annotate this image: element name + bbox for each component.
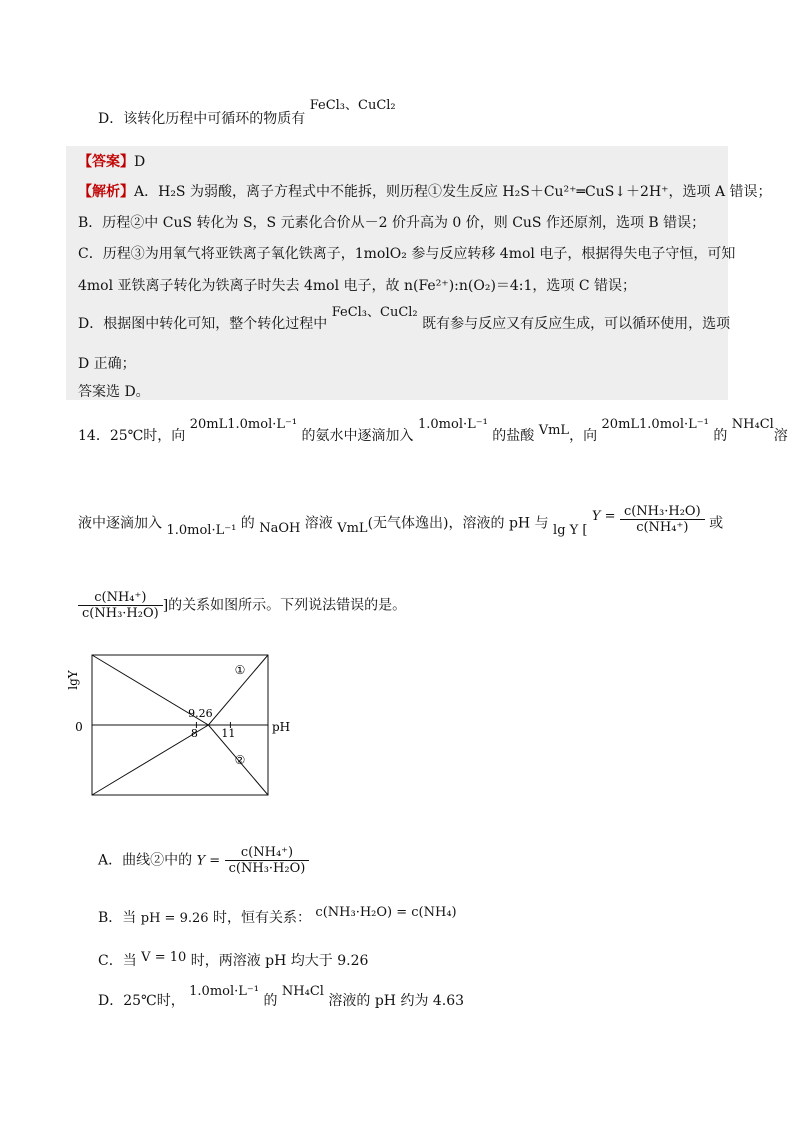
chart-y-label: lgY: [66, 670, 80, 690]
option-b: [98, 907, 457, 927]
option-b-text1: B．当: [98, 910, 137, 926]
option-a-y: Y =: [196, 853, 221, 869]
q14-naoh: NaOH: [259, 520, 301, 536]
q14-text-de2: 的: [240, 515, 255, 532]
q14-salt: NH₄Cl: [731, 417, 774, 432]
option-c-text1: C．当: [98, 953, 137, 969]
option-b-cond: pH = 9.26: [140, 911, 209, 926]
q14-stem-line-1: [78, 417, 788, 445]
option-d-text2: 的: [263, 993, 278, 1009]
option-c: [98, 950, 368, 970]
q14-fraction-1: [620, 504, 705, 535]
annotation-11: 11: [221, 727, 236, 740]
q14-text-add: 液中逐滴加入: [78, 515, 162, 532]
q14-fraction-2-den: c(NH₃·H₂O): [82, 606, 159, 621]
option-d-text3: 溶液的 pH 约为 4.63: [328, 993, 465, 1009]
analysis-line5-a: D．根据图中转化可知，整个转化过程中: [78, 316, 328, 332]
lgy-ph-chart: [60, 650, 310, 800]
q14-y-eq: Y =: [591, 508, 616, 524]
q14-text-ammonia: 的氨水中逐滴加入: [301, 428, 414, 444]
chart-origin-label: 0: [75, 720, 83, 734]
chart-x-label: pH: [272, 720, 291, 734]
q14-text-comma: ，向: [569, 428, 598, 444]
analysis-line-1: [78, 181, 772, 201]
analysis-line1-text: A．H₂S 为弱酸，离子方程式中不能拆，则历程①发生反应 H₂S＋Cu²⁺═CuS↓＋2H⁺，选项 A 错误；: [134, 184, 772, 200]
option-b-text2: 时，恒有关系：: [212, 910, 311, 926]
option-c-cond: V = 10: [141, 950, 187, 965]
analysis-tag: 【解析】: [78, 184, 134, 200]
option-a-fraction: [225, 845, 310, 876]
q14-fraction-2: [78, 590, 163, 621]
analysis-line-2: B．历程②中 CuS 转化为 S，S 元素化合价从－2 价升高为 0 价，则 CuS 作还原剂，选项 B 错误；: [78, 215, 706, 231]
q14-text-hcl: 的盐酸: [492, 428, 535, 444]
q14-volume-1: VmL: [538, 423, 570, 438]
option-a-text: A．曲线②中的: [98, 852, 193, 869]
q14-conc-3: 20mL1.0mol·L⁻¹: [601, 417, 709, 432]
annotation-crossing: 9.26: [188, 707, 213, 720]
q14-stem-line-3: [78, 590, 406, 621]
q14-text-ph-relation: (无气体逸出)，溶液的 pH 与: [367, 515, 549, 532]
series-label-1: ①: [234, 663, 246, 677]
answer-tag: 【答案】: [78, 154, 134, 170]
q13-option-d-formula: FeCl₃、CuCl₂: [309, 98, 396, 113]
answer-line: [78, 151, 145, 171]
analysis-line-6: D 正确；: [78, 356, 136, 372]
q14-lg-y: lg Y [: [553, 522, 588, 538]
q14-fraction-1-den: c(NH₄⁺): [636, 520, 689, 535]
option-a-fraction-num: c(NH₄⁺): [225, 845, 310, 861]
q14-text-rong: 溶: [773, 428, 788, 444]
q14-stem-line-2: [78, 504, 724, 539]
q14-text-de: 的: [713, 428, 728, 444]
q13-option-d-label: D．该转化历程中可循环的物质有: [98, 111, 306, 127]
q14-conc-4: 1.0mol·L⁻¹: [166, 522, 237, 538]
q14-conc-1: 20mL1.0mol·L⁻¹: [189, 417, 298, 432]
analysis-line-5: [78, 305, 731, 333]
q14-fraction-2-num: c(NH₄⁺): [78, 590, 163, 606]
answer-value: D: [134, 154, 146, 170]
q13-option-d: [98, 98, 396, 128]
q14-text-or: 或: [709, 515, 724, 532]
q14-volume-2: VmL: [337, 520, 368, 536]
q14-text-solution: 溶液: [304, 515, 333, 532]
q14-number: 14．25℃时，向: [78, 428, 186, 444]
option-c-text2: 时，两溶液 pH 均大于 9.26: [190, 953, 369, 969]
analysis-line-4: 4mol 亚铁离子转化为铁离子时失去 4mol 电子，故 n(Fe²⁺):n(O₂)＝4:1，选项 C 错误；: [78, 278, 637, 294]
option-d-salt: NH₄Cl: [281, 984, 324, 999]
q14-conc-2: 1.0mol·L⁻¹: [417, 417, 488, 432]
option-d-text1: D．25℃时，: [98, 993, 185, 1009]
series-label-2: ②: [234, 753, 246, 767]
annotation-8: 8: [190, 727, 198, 740]
option-b-relation: c(NH₃·H₂O) = c(NH₄): [315, 905, 457, 920]
option-a: [98, 845, 309, 876]
option-a-fraction-den: c(NH₃·H₂O): [228, 861, 306, 876]
analysis-line-7: 答案选 D。: [78, 384, 150, 400]
q14-fraction-1-num: c(NH₃·H₂O): [620, 504, 705, 520]
q14-text-question: ]的关系如图所示。下列说法错误的是。: [162, 597, 407, 614]
option-d: [98, 984, 465, 1010]
analysis-line5-b: 既有参与反应又有反应生成，可以循环使用，选项: [422, 316, 731, 332]
analysis-line-3: C．历程③为用氧气将亚铁离子氧化铁离子，1molO₂ 参与反应转移 4mol 电子，根据得失电子守恒，可知: [78, 246, 736, 262]
analysis-line5-formula: FeCl₃、CuCl₂: [331, 305, 418, 320]
option-d-conc: 1.0mol·L⁻¹: [189, 984, 259, 999]
